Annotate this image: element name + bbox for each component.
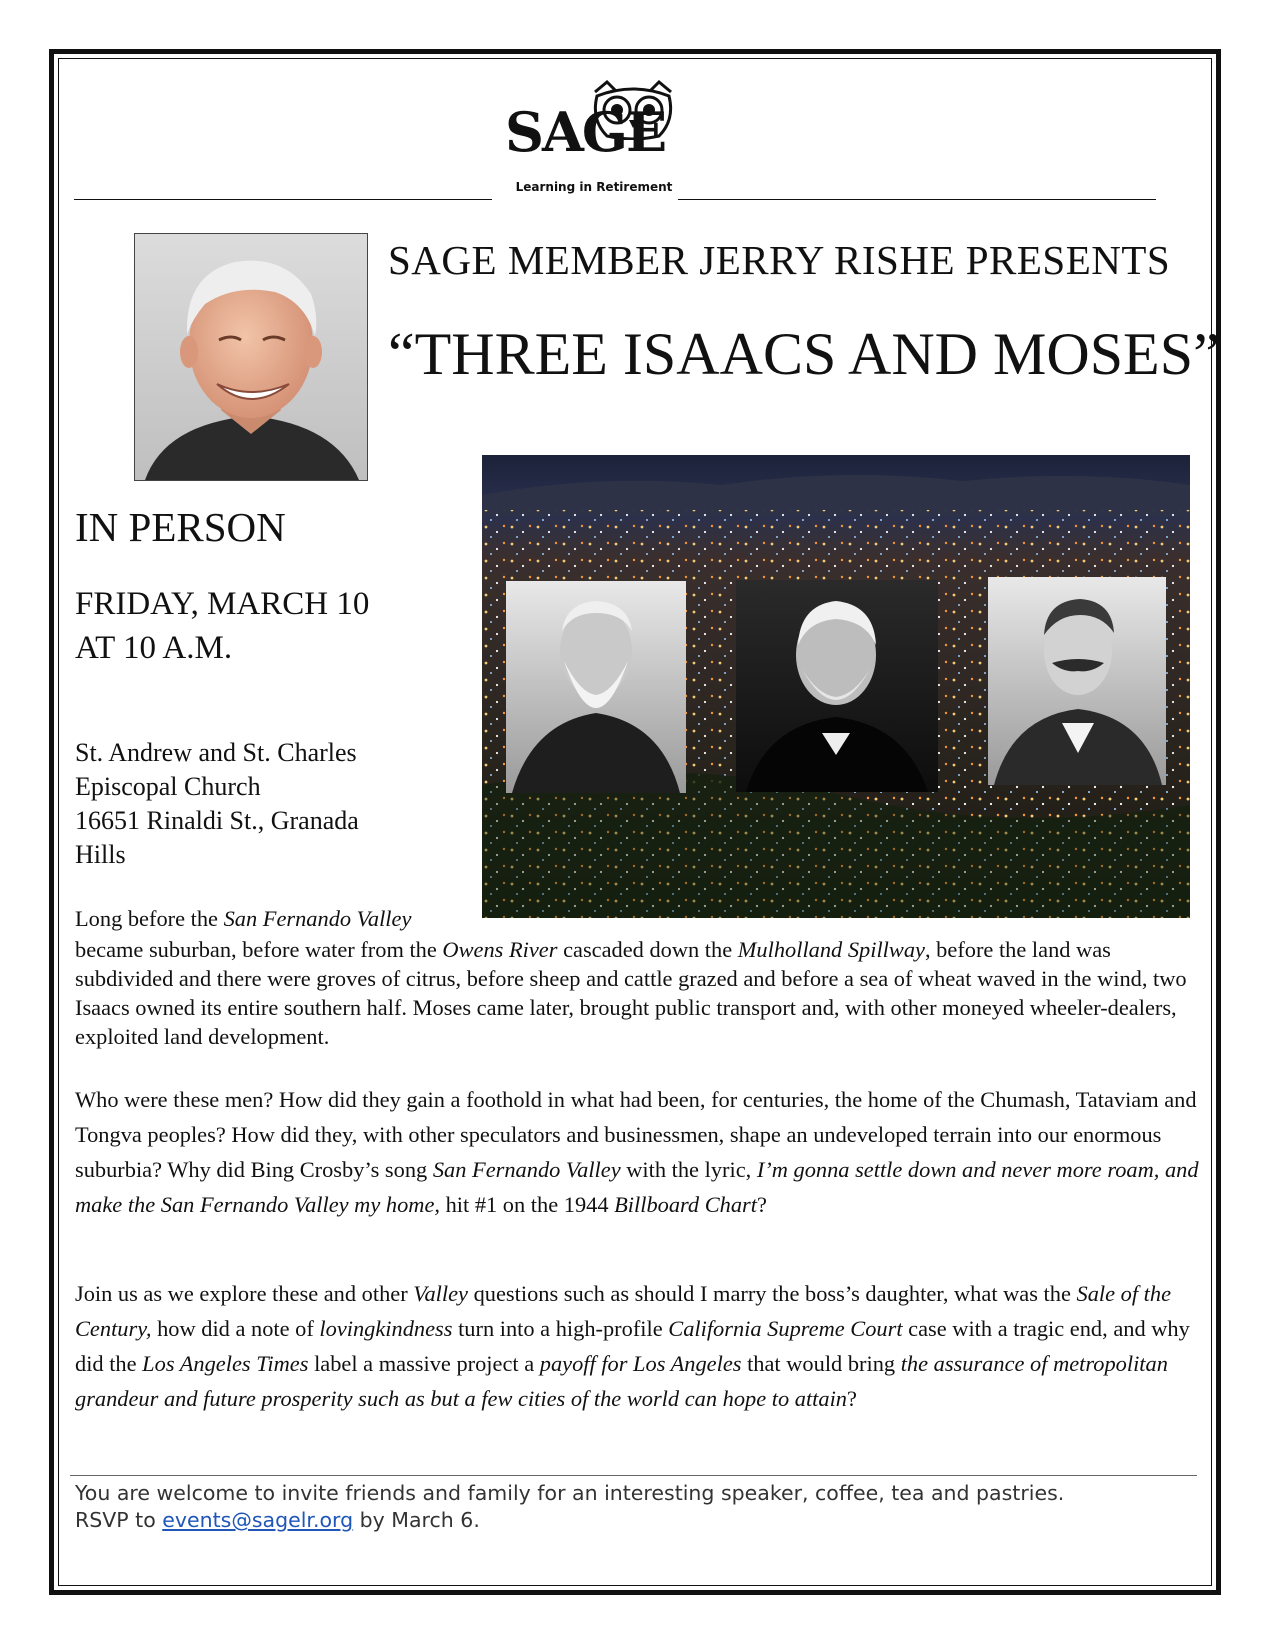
venue-line: 16651 Rinaldi St., Granada [75, 806, 359, 835]
footer-rule [70, 1475, 1197, 1476]
intro-paragraph: became suburban, before water from the Owens River cascaded down the Mulholland Spillway, before the land was subdivided and there were groves of citrus, before sheep and cattle grazed and before a sea of wheat waved in the wind, two Isaacs owned its entire southern half. Moses came later, brought public transport and, with other moneyed wheeler-dealers, exploited land development. [75, 937, 1187, 1049]
event-mode: IN PERSON [75, 504, 286, 550]
venue-line: Episcopal Church [75, 772, 261, 801]
venue-address [75, 736, 465, 872]
venue-line: Hills [75, 840, 126, 869]
logo-wordmark: SAGE [505, 100, 666, 164]
header-rule-right [678, 199, 1156, 200]
rsvp-line: RSVP to events@sagelr.org by March 6. [75, 1508, 480, 1532]
rsvp-footer [75, 1480, 1205, 1534]
moses-portrait [988, 577, 1166, 785]
event-date: FRIDAY, MARCH 10 [75, 586, 370, 622]
footer-welcome-text: You are welcome to invite friends and family for an interesting speaker, coffee, tea and pastries. [75, 1481, 1065, 1505]
speaker-portrait [134, 233, 368, 481]
event-time: AT 10 A.M. [75, 630, 233, 666]
header-rule-left [74, 199, 492, 200]
talk-title: “THREE ISAACS AND MOSES” [388, 321, 1220, 387]
valley-night-photo [482, 455, 1190, 918]
logo-tagline: Learning in Retirement [515, 180, 673, 194]
venue-line: St. Andrew and St. Charles [75, 738, 357, 767]
questions-paragraph: Who were these men? How did they gain a foothold in what had been, for centuries, the home of the Chumash, Tataviam and Tongva peoples? How did they, with other speculators and businessmen, shape an undeveloped terrain into our enormous suburbia? Why did Bing Crosby’s song San Fernando Valley with the lyric, I’m gonna settle down and never more roam, and make the San Fernando Valley my home, hit #1 on the 1944 Billboard Chart? [75, 1087, 1199, 1217]
isaac-portrait-1 [506, 581, 686, 793]
invitation-paragraph: Join us as we explore these and other Valley questions such as should I marry the boss’s daughter, what was the Sale of the Century, how did a note of lovingkindness turn into a high-profile California Supreme Court case with a tragic end, and why did the Los Angeles Times label a massive project a payoff for Los Angeles that would bring the assurance of metropolitan grandeur and future prosperity such as but a few cities of the world can hope to attain? [75, 1281, 1190, 1411]
intro-first-line: Long before the San Fernando Valley [75, 906, 412, 931]
isaac-portrait-2 [736, 580, 938, 792]
presenter-line: SAGE MEMBER JERRY RISHE PRESENTS [388, 237, 1171, 283]
sage-logo [503, 80, 685, 202]
rsvp-email-link[interactable]: events@sagelr.org [162, 1508, 354, 1532]
